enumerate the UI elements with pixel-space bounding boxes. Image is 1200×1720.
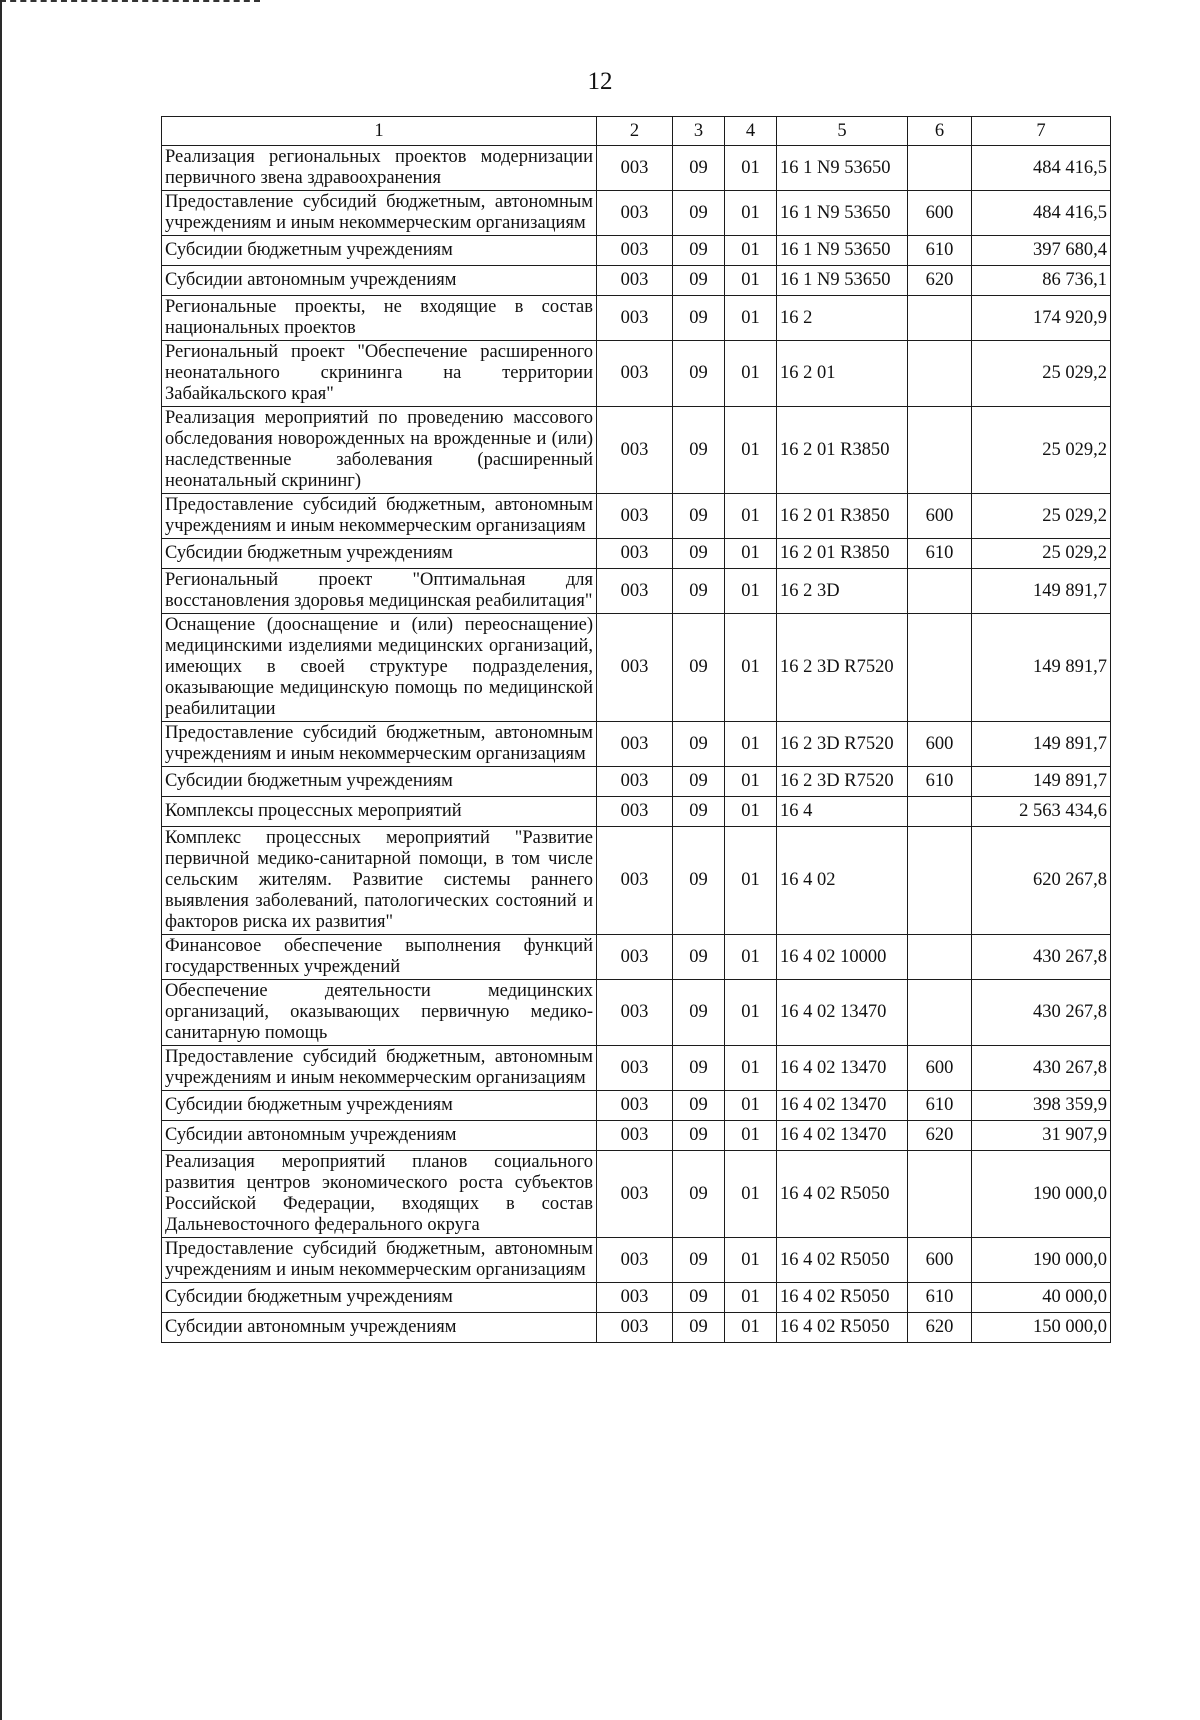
table-row: [162, 266, 1111, 296]
section-code-cell: 09: [673, 539, 725, 569]
target-article-cell: 16 4: [777, 797, 908, 827]
table-row: [162, 1121, 1111, 1151]
subsection-code-cell: 01: [725, 407, 777, 494]
table-body: [162, 146, 1111, 1343]
table-row: [162, 1091, 1111, 1121]
row-name-cell: Реализация региональных проектов модернизации первичного звена здравоохранения: [162, 146, 597, 191]
expense-type-cell: [908, 296, 972, 341]
section-code-cell: 09: [673, 296, 725, 341]
amount-cell: 86 736,1: [972, 266, 1111, 296]
subsection-code-cell: 01: [725, 191, 777, 236]
subsection-code-cell: 01: [725, 569, 777, 614]
row-name-cell: Комплекс процессных мероприятий "Развитие первичной медико-санитарной помощи, в том числе сельским жителям. Развитие системы раннего выявления заболеваний, патологических состояний и факторов риска их развития": [162, 827, 597, 935]
section-code-cell: 09: [673, 236, 725, 266]
target-article-cell: 16 2 3D R7520: [777, 614, 908, 722]
amount-cell: 174 920,9: [972, 296, 1111, 341]
expense-type-cell: 610: [908, 236, 972, 266]
row-name-cell: Реализация мероприятий планов социального развития центров экономического роста субъектов Российской Федерации, входящих в состав Дальневосточного федерального округа: [162, 1151, 597, 1238]
target-article-cell: 16 1 N9 53650: [777, 191, 908, 236]
row-name-cell: Региональный проект "Обеспечение расширенного неонатального скрининга на территории Забайкальского края": [162, 341, 597, 407]
section-code-cell: 09: [673, 1313, 725, 1343]
subsection-code-cell: 01: [725, 539, 777, 569]
row-name-cell: Субсидии бюджетным учреждениям: [162, 539, 597, 569]
admin-code-cell: 003: [597, 767, 673, 797]
admin-code-cell: 003: [597, 407, 673, 494]
scan-edge-mark-top: [0, 0, 260, 6]
amount-cell: 149 891,7: [972, 569, 1111, 614]
expense-type-cell: 610: [908, 539, 972, 569]
expense-type-cell: 600: [908, 191, 972, 236]
target-article-cell: 16 2 3D R7520: [777, 767, 908, 797]
subsection-code-cell: 01: [725, 767, 777, 797]
expense-type-cell: 610: [908, 1283, 972, 1313]
section-code-cell: 09: [673, 935, 725, 980]
table-row: [162, 767, 1111, 797]
expense-type-cell: [908, 407, 972, 494]
table-row: [162, 827, 1111, 935]
section-code-cell: 09: [673, 494, 725, 539]
scan-edge-mark-left: [0, 0, 2, 1720]
target-article-cell: 16 4 02: [777, 827, 908, 935]
section-code-cell: 09: [673, 1151, 725, 1238]
target-article-cell: 16 2 01: [777, 341, 908, 407]
target-article-cell: 16 1 N9 53650: [777, 266, 908, 296]
admin-code-cell: 003: [597, 146, 673, 191]
section-code-cell: 09: [673, 569, 725, 614]
admin-code-cell: 003: [597, 1121, 673, 1151]
expense-type-cell: 620: [908, 1313, 972, 1343]
section-code-cell: 09: [673, 341, 725, 407]
admin-code-cell: 003: [597, 935, 673, 980]
column-header: 6: [908, 117, 972, 146]
amount-cell: 25 029,2: [972, 494, 1111, 539]
expense-type-cell: 610: [908, 1091, 972, 1121]
admin-code-cell: 003: [597, 1283, 673, 1313]
page-number: 12: [587, 68, 613, 95]
amount-cell: 31 907,9: [972, 1121, 1111, 1151]
expense-type-cell: 620: [908, 266, 972, 296]
admin-code-cell: 003: [597, 1151, 673, 1238]
target-article-cell: 16 2: [777, 296, 908, 341]
admin-code-cell: 003: [597, 1091, 673, 1121]
amount-cell: 40 000,0: [972, 1283, 1111, 1313]
target-article-cell: 16 4 02 R5050: [777, 1313, 908, 1343]
subsection-code-cell: 01: [725, 494, 777, 539]
subsection-code-cell: 01: [725, 236, 777, 266]
row-name-cell: Субсидии автономным учреждениям: [162, 1313, 597, 1343]
section-code-cell: 09: [673, 1091, 725, 1121]
admin-code-cell: 003: [597, 827, 673, 935]
admin-code-cell: 003: [597, 494, 673, 539]
subsection-code-cell: 01: [725, 797, 777, 827]
target-article-cell: 16 2 01 R3850: [777, 407, 908, 494]
amount-cell: 430 267,8: [972, 1046, 1111, 1091]
target-article-cell: 16 2 3D R7520: [777, 722, 908, 767]
expense-type-cell: [908, 146, 972, 191]
target-article-cell: 16 2 3D: [777, 569, 908, 614]
amount-cell: 190 000,0: [972, 1238, 1111, 1283]
subsection-code-cell: 01: [725, 146, 777, 191]
table-row: [162, 341, 1111, 407]
column-header: 5: [777, 117, 908, 146]
amount-cell: 430 267,8: [972, 935, 1111, 980]
admin-code-cell: 003: [597, 569, 673, 614]
target-article-cell: 16 4 02 R5050: [777, 1238, 908, 1283]
table-row: [162, 935, 1111, 980]
table-row: [162, 722, 1111, 767]
column-header: 2: [597, 117, 673, 146]
row-name-cell: Финансовое обеспечение выполнения функций государственных учреждений: [162, 935, 597, 980]
row-name-cell: Региональные проекты, не входящие в состав национальных проектов: [162, 296, 597, 341]
amount-cell: 149 891,7: [972, 767, 1111, 797]
row-name-cell: Комплексы процессных мероприятий: [162, 797, 597, 827]
admin-code-cell: 003: [597, 191, 673, 236]
amount-cell: 25 029,2: [972, 539, 1111, 569]
subsection-code-cell: 01: [725, 935, 777, 980]
section-code-cell: 09: [673, 827, 725, 935]
row-name-cell: Субсидии бюджетным учреждениям: [162, 236, 597, 266]
table-row: [162, 494, 1111, 539]
admin-code-cell: 003: [597, 1313, 673, 1343]
row-name-cell: Субсидии бюджетным учреждениям: [162, 1091, 597, 1121]
subsection-code-cell: 01: [725, 1091, 777, 1121]
amount-cell: 398 359,9: [972, 1091, 1111, 1121]
row-name-cell: Оснащение (дооснащение и (или) переоснащение) медицинскими изделиями медицинских организаций, имеющих в своей структуре подразделения, оказывающие медицинскую помощь по медицинской реабилитации: [162, 614, 597, 722]
column-header: 3: [673, 117, 725, 146]
row-name-cell: Субсидии бюджетным учреждениям: [162, 767, 597, 797]
subsection-code-cell: 01: [725, 341, 777, 407]
row-name-cell: Субсидии бюджетным учреждениям: [162, 1283, 597, 1313]
target-article-cell: 16 1 N9 53650: [777, 146, 908, 191]
row-name-cell: Реализация мероприятий по проведению массового обследования новорожденных на врожденные и (или) наследственные заболевания (расширенный неонатальный скрининг): [162, 407, 597, 494]
table-row: [162, 1313, 1111, 1343]
section-code-cell: 09: [673, 614, 725, 722]
target-article-cell: 16 4 02 13470: [777, 980, 908, 1046]
expense-type-cell: 600: [908, 1046, 972, 1091]
amount-cell: 430 267,8: [972, 980, 1111, 1046]
section-code-cell: 09: [673, 767, 725, 797]
row-name-cell: Предоставление субсидий бюджетным, автономным учреждениям и иным некоммерческим организациям: [162, 494, 597, 539]
section-code-cell: 09: [673, 1121, 725, 1151]
table-header-row: [162, 117, 1111, 146]
amount-cell: 25 029,2: [972, 407, 1111, 494]
expense-type-cell: [908, 935, 972, 980]
admin-code-cell: 003: [597, 236, 673, 266]
subsection-code-cell: 01: [725, 296, 777, 341]
subsection-code-cell: 01: [725, 1238, 777, 1283]
row-name-cell: Предоставление субсидий бюджетным, автономным учреждениям и иным некоммерческим организациям: [162, 722, 597, 767]
row-name-cell: Обеспечение деятельности медицинских организаций, оказывающих первичную медико-санитарную помощь: [162, 980, 597, 1046]
column-header: 4: [725, 117, 777, 146]
table-row: [162, 539, 1111, 569]
expense-type-cell: [908, 614, 972, 722]
target-article-cell: 16 2 01 R3850: [777, 494, 908, 539]
amount-cell: 484 416,5: [972, 146, 1111, 191]
amount-cell: 190 000,0: [972, 1151, 1111, 1238]
expense-type-cell: 600: [908, 722, 972, 767]
section-code-cell: 09: [673, 407, 725, 494]
row-name-cell: Субсидии автономным учреждениям: [162, 266, 597, 296]
amount-cell: 484 416,5: [972, 191, 1111, 236]
subsection-code-cell: 01: [725, 266, 777, 296]
target-article-cell: 16 2 01 R3850: [777, 539, 908, 569]
table-row: [162, 296, 1111, 341]
section-code-cell: 09: [673, 1238, 725, 1283]
target-article-cell: 16 4 02 13470: [777, 1121, 908, 1151]
section-code-cell: 09: [673, 146, 725, 191]
expense-type-cell: [908, 569, 972, 614]
table-row: [162, 980, 1111, 1046]
expense-type-cell: [908, 827, 972, 935]
amount-cell: 150 000,0: [972, 1313, 1111, 1343]
amount-cell: 149 891,7: [972, 614, 1111, 722]
section-code-cell: 09: [673, 797, 725, 827]
subsection-code-cell: 01: [725, 1151, 777, 1238]
amount-cell: 2 563 434,6: [972, 797, 1111, 827]
table-row: [162, 797, 1111, 827]
subsection-code-cell: 01: [725, 1121, 777, 1151]
admin-code-cell: 003: [597, 1238, 673, 1283]
target-article-cell: 16 4 02 10000: [777, 935, 908, 980]
admin-code-cell: 003: [597, 980, 673, 1046]
target-article-cell: 16 4 02 R5050: [777, 1151, 908, 1238]
subsection-code-cell: 01: [725, 1283, 777, 1313]
expense-type-cell: [908, 341, 972, 407]
table-row: [162, 191, 1111, 236]
section-code-cell: 09: [673, 191, 725, 236]
amount-cell: 397 680,4: [972, 236, 1111, 266]
column-header: 7: [972, 117, 1111, 146]
target-article-cell: 16 4 02 13470: [777, 1046, 908, 1091]
section-code-cell: 09: [673, 1283, 725, 1313]
target-article-cell: 16 4 02 R5050: [777, 1283, 908, 1313]
section-code-cell: 09: [673, 1046, 725, 1091]
table-row: [162, 407, 1111, 494]
admin-code-cell: 003: [597, 614, 673, 722]
expense-type-cell: 620: [908, 1121, 972, 1151]
subsection-code-cell: 01: [725, 722, 777, 767]
column-header: 1: [162, 117, 597, 146]
admin-code-cell: 003: [597, 797, 673, 827]
table-row: [162, 1046, 1111, 1091]
budget-table: [161, 116, 1111, 1343]
admin-code-cell: 003: [597, 722, 673, 767]
expense-type-cell: 600: [908, 1238, 972, 1283]
subsection-code-cell: 01: [725, 827, 777, 935]
amount-cell: 620 267,8: [972, 827, 1111, 935]
admin-code-cell: 003: [597, 341, 673, 407]
section-code-cell: 09: [673, 980, 725, 1046]
table-row: [162, 1151, 1111, 1238]
amount-cell: 149 891,7: [972, 722, 1111, 767]
admin-code-cell: 003: [597, 266, 673, 296]
table-row: [162, 146, 1111, 191]
table-row: [162, 1283, 1111, 1313]
section-code-cell: 09: [673, 722, 725, 767]
target-article-cell: 16 1 N9 53650: [777, 236, 908, 266]
subsection-code-cell: 01: [725, 980, 777, 1046]
table-row: [162, 614, 1111, 722]
amount-cell: 25 029,2: [972, 341, 1111, 407]
expense-type-cell: [908, 1151, 972, 1238]
expense-type-cell: [908, 980, 972, 1046]
expense-type-cell: 600: [908, 494, 972, 539]
table-row: [162, 236, 1111, 266]
row-name-cell: Предоставление субсидий бюджетным, автономным учреждениям и иным некоммерческим организациям: [162, 191, 597, 236]
expense-type-cell: [908, 797, 972, 827]
subsection-code-cell: 01: [725, 614, 777, 722]
row-name-cell: Предоставление субсидий бюджетным, автономным учреждениям и иным некоммерческим организациям: [162, 1238, 597, 1283]
admin-code-cell: 003: [597, 1046, 673, 1091]
table-row: [162, 569, 1111, 614]
subsection-code-cell: 01: [725, 1046, 777, 1091]
row-name-cell: Предоставление субсидий бюджетным, автономным учреждениям и иным некоммерческим организациям: [162, 1046, 597, 1091]
table-row: [162, 1238, 1111, 1283]
admin-code-cell: 003: [597, 296, 673, 341]
section-code-cell: 09: [673, 266, 725, 296]
target-article-cell: 16 4 02 13470: [777, 1091, 908, 1121]
admin-code-cell: 003: [597, 539, 673, 569]
expense-type-cell: 610: [908, 767, 972, 797]
row-name-cell: Региональный проект "Оптимальная для восстановления здоровья медицинская реабилитация": [162, 569, 597, 614]
row-name-cell: Субсидии автономным учреждениям: [162, 1121, 597, 1151]
subsection-code-cell: 01: [725, 1313, 777, 1343]
